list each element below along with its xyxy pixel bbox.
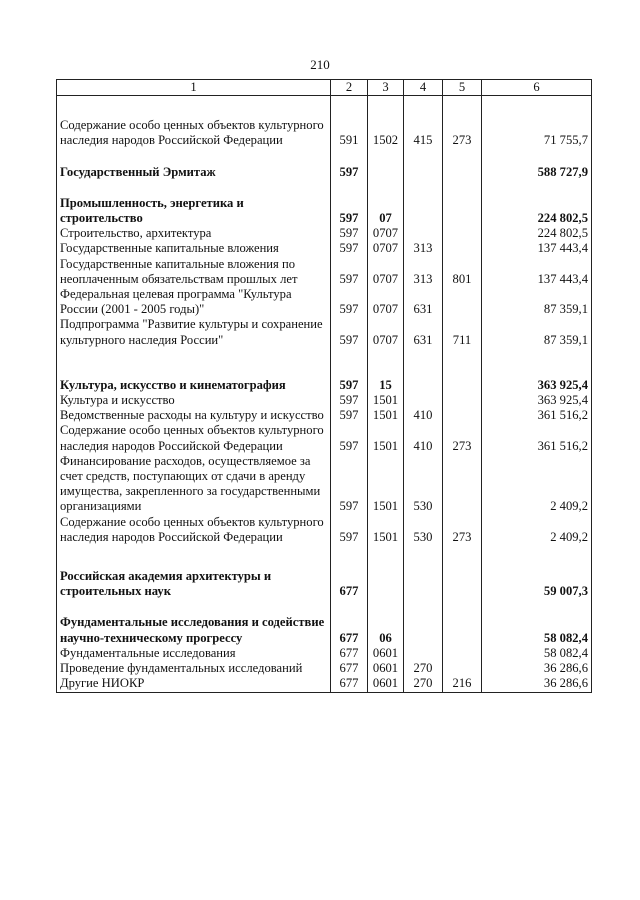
row-amount-cell: 36 286,6 [482, 676, 592, 692]
header-col-4: 4 [404, 80, 443, 96]
header-row [57, 80, 592, 96]
row-code-3-cell: 0601 [368, 661, 404, 676]
header-col-6: 6 [482, 80, 592, 96]
row-amount-cell: 361 516,2 [482, 423, 592, 453]
row-name-cell: Содержание особо ценных объектов культурного наследия народов Российской Федерации [57, 515, 331, 545]
row-code-4-cell [404, 165, 443, 180]
row-code-3-cell: 0707 [368, 241, 404, 256]
header-col-3: 3 [368, 80, 404, 96]
row-code-2-cell: 597 [331, 408, 368, 423]
row-name-cell: Фундаментальные исследования и содействие научно-техническому прогрессу [57, 615, 331, 645]
header-col-1: 1 [57, 80, 331, 96]
row-code-3-cell: 0601 [368, 646, 404, 661]
row-code-5-cell [443, 226, 482, 241]
row-amount-cell: 2 409,2 [482, 454, 592, 515]
row-name-cell: Государственные капитальные вложения [57, 241, 331, 256]
row-code-4-cell [404, 393, 443, 408]
spacer-row [57, 599, 592, 615]
row-code-4-cell [404, 615, 443, 645]
row-amount-cell: 71 755,7 [482, 118, 592, 148]
row-code-2-cell: 597 [331, 165, 368, 180]
row-code-5-cell: 273 [443, 515, 482, 545]
row-code-4-cell: 270 [404, 676, 443, 692]
row-code-2-cell: 677 [331, 676, 368, 692]
row-name-cell: Культура и искусство [57, 393, 331, 408]
row-name-cell: Содержание особо ценных объектов культурного наследия народов Российской Федерации [57, 423, 331, 453]
header-col-2: 2 [331, 80, 368, 96]
row-name-cell: Фундаментальные исследования [57, 646, 331, 661]
row-name-cell: Государственные капитальные вложения по неоплаченным обязательствам прошлых лет [57, 257, 331, 287]
row-code-4-cell [404, 378, 443, 393]
row-code-5-cell [443, 165, 482, 180]
table-row [57, 317, 592, 347]
table-row [57, 287, 592, 317]
row-code-4-cell: 415 [404, 118, 443, 148]
row-name-cell: Финансирование расходов, осуществляемое за счет средств, поступающих от сдачи в аренду имущества, закрепленного за государственными организациями [57, 454, 331, 515]
table-row [57, 378, 592, 393]
spacer-row [57, 96, 592, 119]
row-amount-cell: 58 082,4 [482, 615, 592, 645]
row-name-cell: Российская академия архитектуры и строительных наук [57, 569, 331, 599]
row-code-3-cell: 0601 [368, 676, 404, 692]
row-code-4-cell: 631 [404, 317, 443, 347]
table-row [57, 393, 592, 408]
row-code-3-cell: 1501 [368, 515, 404, 545]
row-name-cell: Другие НИОКР [57, 676, 331, 692]
row-code-2-cell: 677 [331, 615, 368, 645]
table-row [57, 423, 592, 453]
row-code-2-cell: 597 [331, 423, 368, 453]
budget-table [56, 79, 592, 693]
spacer-row [57, 180, 592, 196]
table-row [57, 226, 592, 241]
table-row [57, 515, 592, 545]
table-row [57, 569, 592, 599]
table-row [57, 615, 592, 645]
row-code-2-cell: 597 [331, 378, 368, 393]
row-amount-cell: 363 925,4 [482, 393, 592, 408]
row-amount-cell: 2 409,2 [482, 515, 592, 545]
row-code-5-cell: 711 [443, 317, 482, 347]
row-code-3-cell: 1502 [368, 118, 404, 148]
row-code-2-cell: 597 [331, 454, 368, 515]
row-name-cell: Государственный Эрмитаж [57, 165, 331, 180]
row-code-5-cell: 273 [443, 423, 482, 453]
row-code-3-cell: 0707 [368, 226, 404, 241]
table-row [57, 118, 592, 148]
table-row [57, 454, 592, 515]
row-code-5-cell [443, 378, 482, 393]
row-code-3-cell [368, 569, 404, 599]
spacer-row [57, 348, 592, 378]
row-code-5-cell [443, 393, 482, 408]
row-code-2-cell: 677 [331, 661, 368, 676]
row-code-3-cell: 0707 [368, 257, 404, 287]
row-amount-cell: 87 359,1 [482, 287, 592, 317]
row-code-5-cell: 273 [443, 118, 482, 148]
table-row [57, 646, 592, 661]
row-code-2-cell: 597 [331, 257, 368, 287]
row-amount-cell: 224 802,5 [482, 196, 592, 226]
row-code-5-cell [443, 408, 482, 423]
row-code-2-cell: 597 [331, 515, 368, 545]
spacer-row [57, 149, 592, 165]
table-row [57, 165, 592, 180]
row-code-4-cell [404, 196, 443, 226]
row-code-5-cell [443, 287, 482, 317]
row-code-2-cell: 597 [331, 393, 368, 408]
row-code-4-cell: 313 [404, 241, 443, 256]
row-name-cell: Промышленность, энергетика и строительство [57, 196, 331, 226]
row-code-3-cell: 1501 [368, 408, 404, 423]
row-code-4-cell: 530 [404, 515, 443, 545]
row-code-4-cell [404, 646, 443, 661]
row-code-4-cell: 410 [404, 408, 443, 423]
row-name-cell: Строительство, архитектура [57, 226, 331, 241]
table-row [57, 661, 592, 676]
row-code-4-cell [404, 226, 443, 241]
header-col-5: 5 [443, 80, 482, 96]
row-code-2-cell: 597 [331, 287, 368, 317]
row-code-5-cell [443, 454, 482, 515]
row-amount-cell: 137 443,4 [482, 241, 592, 256]
row-code-5-cell [443, 569, 482, 599]
row-code-4-cell: 270 [404, 661, 443, 676]
row-code-2-cell: 597 [331, 241, 368, 256]
row-code-2-cell: 677 [331, 569, 368, 599]
row-amount-cell: 588 727,9 [482, 165, 592, 180]
page-number: 210 [310, 57, 330, 72]
row-code-2-cell: 591 [331, 118, 368, 148]
row-code-5-cell [443, 241, 482, 256]
row-code-5-cell [443, 196, 482, 226]
row-code-3-cell: 0707 [368, 317, 404, 347]
row-code-5-cell [443, 615, 482, 645]
row-amount-cell: 224 802,5 [482, 226, 592, 241]
row-code-2-cell: 597 [331, 226, 368, 241]
table-row [57, 408, 592, 423]
row-amount-cell: 58 082,4 [482, 646, 592, 661]
row-name-cell: Ведомственные расходы на культуру и искусство [57, 408, 331, 423]
spacer-row [57, 545, 592, 569]
row-name-cell: Культура, искусство и кинематография [57, 378, 331, 393]
row-name-cell: Содержание особо ценных объектов культурного наследия народов Российской Федерации [57, 118, 331, 148]
row-amount-cell: 59 007,3 [482, 569, 592, 599]
row-code-2-cell: 677 [331, 646, 368, 661]
row-code-3-cell: 1501 [368, 423, 404, 453]
row-amount-cell: 137 443,4 [482, 257, 592, 287]
row-code-4-cell [404, 569, 443, 599]
row-code-3-cell: 15 [368, 378, 404, 393]
row-code-5-cell: 801 [443, 257, 482, 287]
row-code-3-cell: 06 [368, 615, 404, 645]
row-amount-cell: 363 925,4 [482, 378, 592, 393]
row-code-3-cell: 1501 [368, 454, 404, 515]
row-code-5-cell [443, 646, 482, 661]
row-code-3-cell [368, 165, 404, 180]
row-code-4-cell: 530 [404, 454, 443, 515]
row-code-4-cell: 313 [404, 257, 443, 287]
table-row [57, 676, 592, 692]
row-name-cell: Проведение фундаментальных исследований [57, 661, 331, 676]
row-name-cell: Подпрограмма "Развитие культуры и сохранение культурного наследия России" [57, 317, 331, 347]
row-code-5-cell [443, 661, 482, 676]
row-code-3-cell: 0707 [368, 287, 404, 317]
table-row [57, 196, 592, 226]
row-amount-cell: 87 359,1 [482, 317, 592, 347]
table-row [57, 241, 592, 256]
row-code-2-cell: 597 [331, 196, 368, 226]
row-amount-cell: 36 286,6 [482, 661, 592, 676]
row-amount-cell: 361 516,2 [482, 408, 592, 423]
row-code-2-cell: 597 [331, 317, 368, 347]
row-code-4-cell: 410 [404, 423, 443, 453]
row-code-3-cell: 1501 [368, 393, 404, 408]
row-code-4-cell: 631 [404, 287, 443, 317]
row-code-3-cell: 07 [368, 196, 404, 226]
row-code-5-cell: 216 [443, 676, 482, 692]
row-name-cell: Федеральная целевая программа "Культура России (2001 - 2005 годы)" [57, 287, 331, 317]
table-row [57, 257, 592, 287]
